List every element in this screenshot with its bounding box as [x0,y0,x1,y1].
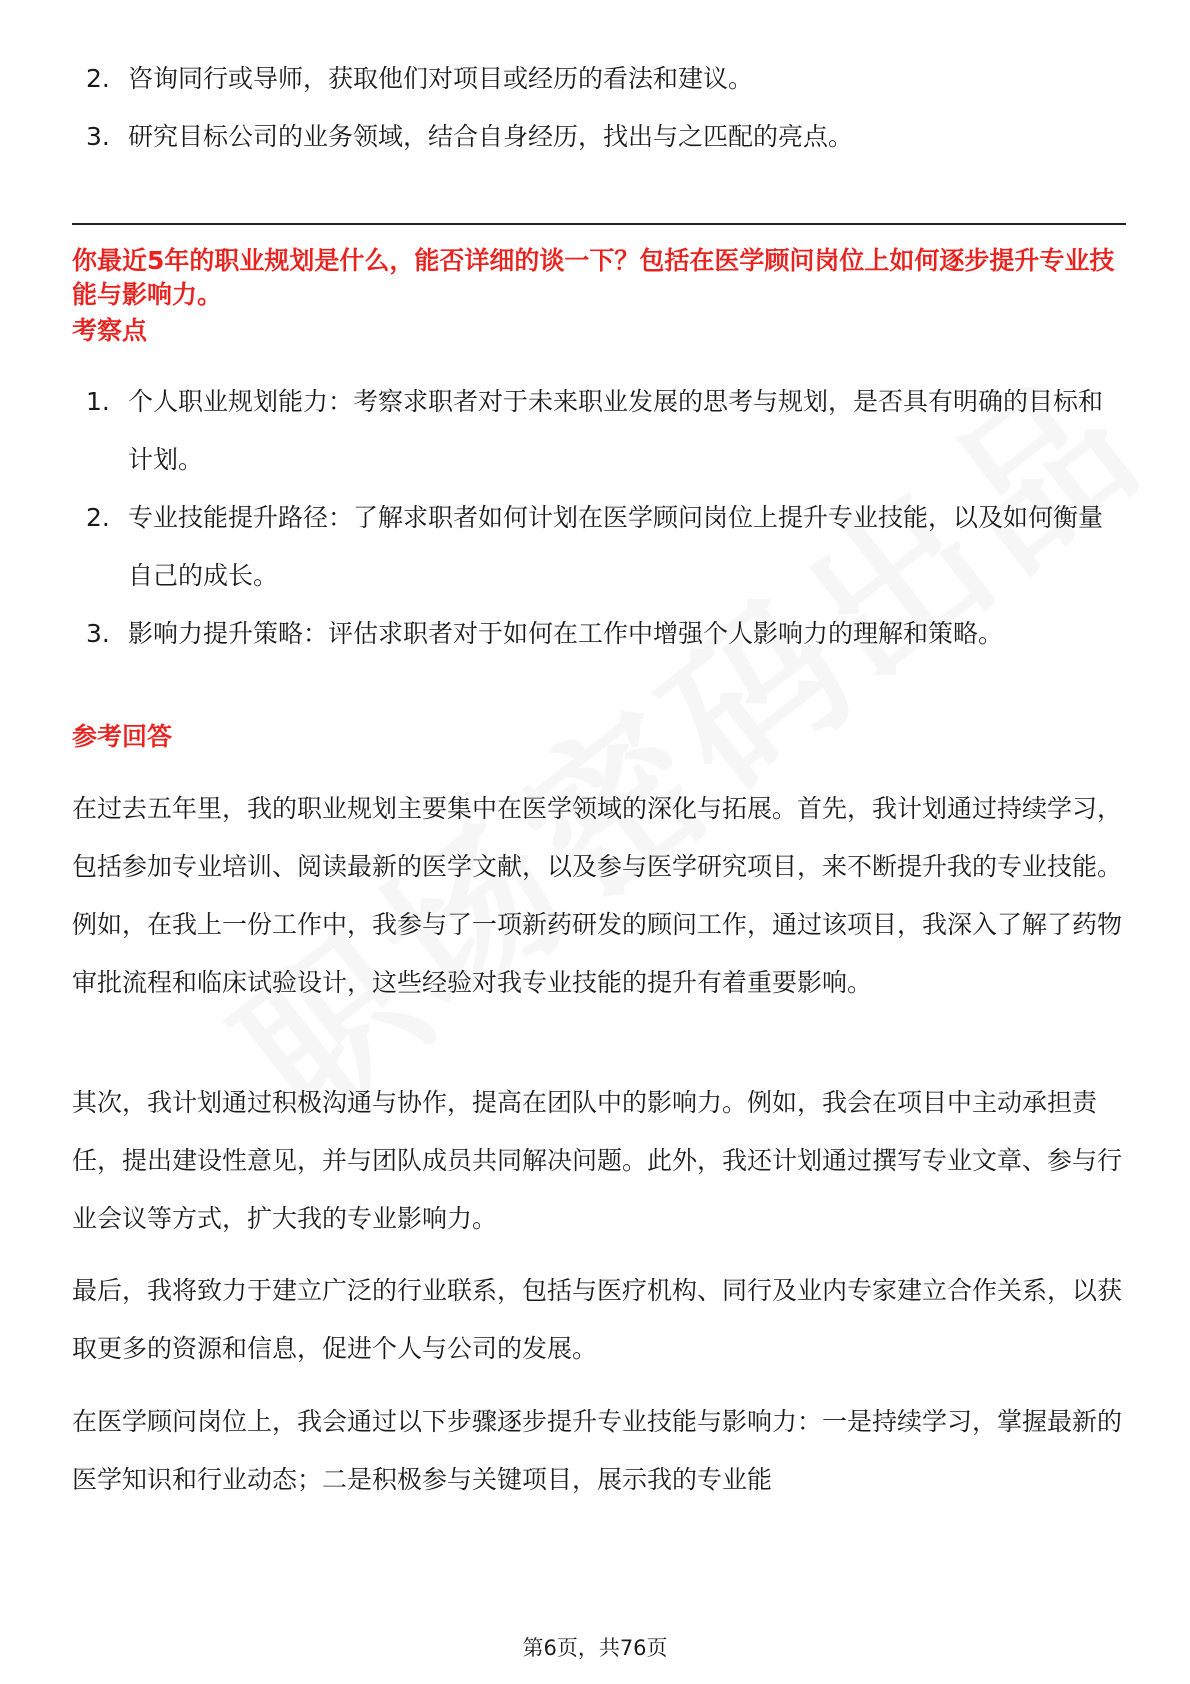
top-list [86,50,1126,166]
list-item [86,373,1126,489]
list-number: 3. [86,122,110,151]
list-item [86,489,1126,605]
list-text: 咨询同行或导师，获取他们对项目或经历的看法和建议。 [128,64,754,93]
divider [72,223,1126,225]
list-number: 1. [86,387,110,416]
answer-paragraph: 最后，我将致力于建立广泛的行业联系，包括与医疗机构、同行及业内专家建立合作关系，以获取更多的资源和信息，促进个人与公司的发展。 [72,1276,1123,1363]
list-number: 2. [86,503,110,532]
section-heading-answer: 参考回答 [72,722,173,751]
page-footer: 第6页，共76页 [522,1636,668,1660]
list-item [86,605,1126,663]
list-number: 2. [86,64,110,93]
list-text: 研究目标公司的业务领域，结合自身经历，找出与之匹配的亮点。 [128,122,854,151]
list-text: 个人职业规划能力：考察求职者对于未来职业发展的思考与规划，是否具有明确的目标和计划。 [128,387,1104,474]
list-text: 影响力提升策略：评估求职者对于如何在工作中增强个人影响力的理解和策略。 [128,619,1004,648]
list-text: 专业技能提升路径：了解求职者如何计划在医学顾问岗位上提升专业技能，以及如何衡量自己的成长。 [128,503,1104,590]
answer-paragraph: 在医学顾问岗位上，我会通过以下步骤逐步提升专业技能与影响力：一是持续学习，掌握最新的医学知识和行业动态；二是积极参与关键项目，展示我的专业能 [72,1407,1123,1494]
list-item [86,50,1126,108]
question-heading: 你最近5年的职业规划是什么，能否详细的谈一下？包括在医学顾问岗位上如何逐步提升专业技能与影响力。 [72,246,1115,309]
answer-paragraph: 其次，我计划通过积极沟通与协作，提高在团队中的影响力。例如，我会在项目中主动承担责任，提出建设性意见，并与团队成员共同解决问题。此外，我还计划通过撰写专业文章、参与行业会议等方式，扩大我的专业影响力。 [72,1088,1123,1233]
answer-paragraph: 在过去五年里，我的职业规划主要集中在医学领域的深化与拓展。首先，我计划通过持续学习，包括参加专业培训、阅读最新的医学文献，以及参与医学研究项目，来不断提升我的专业技能。例如，在我上一份工作中，我参与了一项新药研发的顾问工作，通过该项目，我深入了解了药物审批流程和临床试验设计，这些经验对我专业技能的提升有着重要影响。 [72,794,1123,997]
points-list [86,373,1126,663]
list-number: 3. [86,619,110,648]
list-item [86,108,1126,166]
section-heading-points: 考察点 [72,316,148,345]
